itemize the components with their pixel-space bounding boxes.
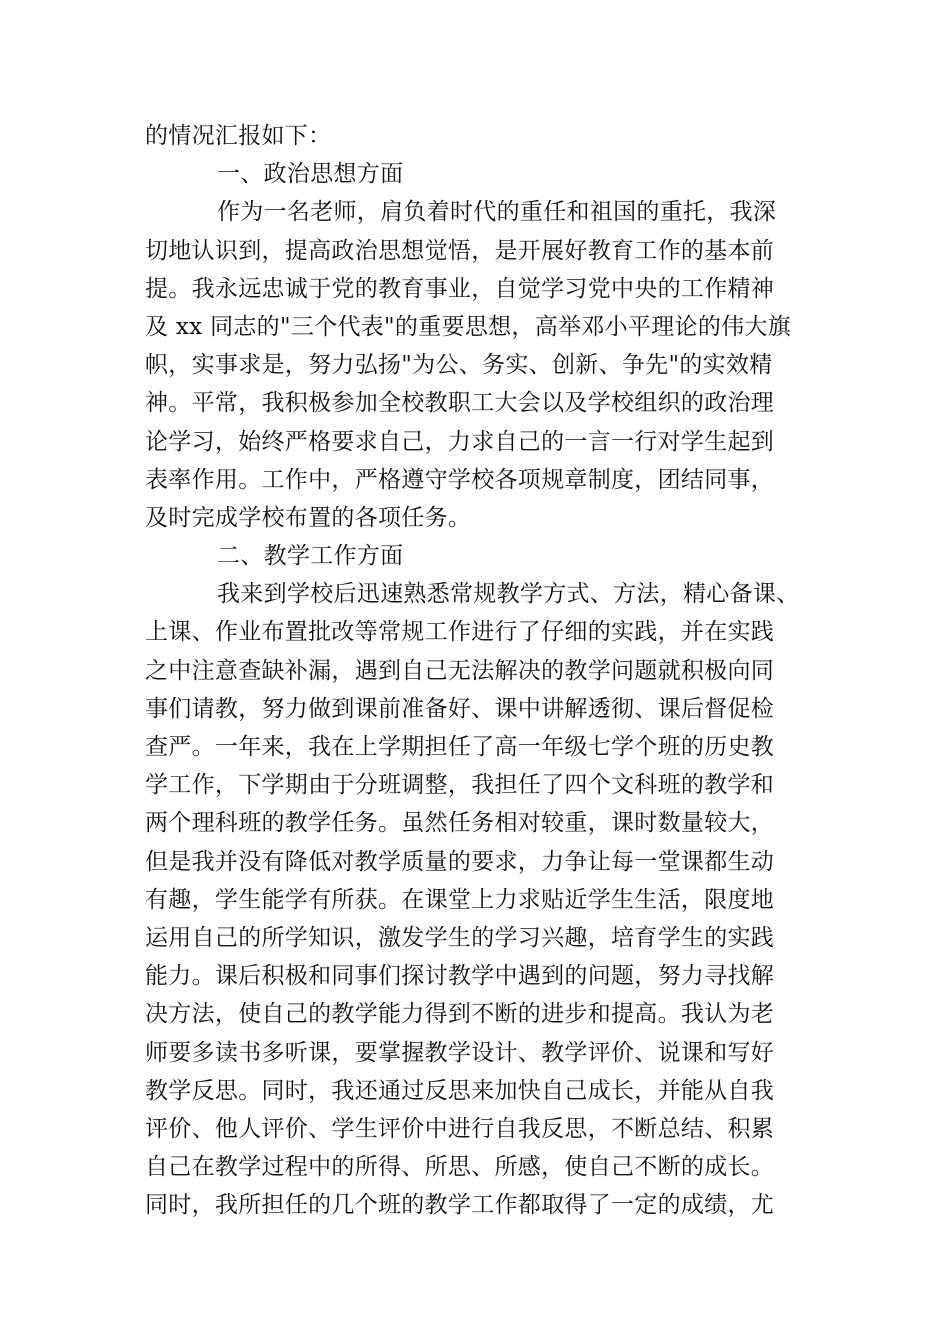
text-line: 师要多读书多听课，要掌握教学设计、教学评价、说课和写好 bbox=[145, 1039, 775, 1066]
text-line: 提。我永远忠诚于党的教育事业，自觉学习党中央的工作精神 bbox=[145, 275, 775, 302]
document-body bbox=[145, 117, 805, 1224]
text-line: 我来到学校后迅速熟悉常规教学方式、方法，精心备课、 bbox=[217, 581, 800, 608]
text-line: 切地认识到，提高政治思想觉悟，是开展好教育工作的基本前 bbox=[145, 237, 775, 264]
text-line: 有趣，学生能学有所获。在课堂上力求贴近学生生活，限度地 bbox=[145, 886, 775, 913]
text-line: 上课、作业布置批改等常规工作进行了仔细的实践，并在实践 bbox=[145, 619, 775, 646]
text-line: 学工作，下学期由于分班调整，我担任了四个文科班的教学和 bbox=[145, 772, 775, 799]
text-line: 之中注意查缺补漏，遇到自己无法解决的教学问题就积极向同 bbox=[145, 657, 775, 684]
text-line: 及 xx 同志的"三个代表"的重要思想，高举邓小平理论的伟大旗 bbox=[145, 313, 792, 340]
text-line: 神。平常，我积极参加全校教职工大会以及学校组织的政治理 bbox=[145, 390, 775, 417]
text-line: 自己在教学过程中的所得、所思、所感，使自己不断的成长。 bbox=[145, 1154, 775, 1181]
text-line: 决方法，使自己的教学能力得到不断的进步和提高。我认为老 bbox=[145, 1001, 775, 1028]
text-line: 及时完成学校布置的各项任务。 bbox=[145, 504, 472, 531]
text-line: 查严。一年来，我在上学期担任了高一年级七学个班的历史教 bbox=[145, 734, 775, 760]
text-line: 同时，我所担任的几个班的教学工作都取得了一定的成绩，尤 bbox=[145, 1192, 775, 1219]
text-line: 能力。课后积极和同事们探讨教学中遇到的问题，努力寻找解 bbox=[145, 963, 775, 990]
section-heading: 一、政治思想方面 bbox=[217, 161, 404, 188]
text-line: 评价、他人评价、学生评价中进行自我反思，不断总结、积累 bbox=[145, 1115, 775, 1142]
text-line: 两个理科班的教学任务。虽然任务相对较重，课时数量较大， bbox=[145, 810, 775, 837]
section-heading: 二、教学工作方面 bbox=[217, 543, 404, 570]
text-line: 教学反思。同时，我还通过反思来加快自己成长，并能从自我 bbox=[145, 1077, 775, 1104]
text-line: 但是我并没有降低对教学质量的要求，力争让每一堂课都生动 bbox=[145, 848, 775, 875]
text-line: 运用自己的所学知识，激发学生的学习兴趣，培育学生的实践 bbox=[145, 924, 775, 951]
text-line: 表率作用。工作中，严格遵守学校各项规章制度，团结同事， bbox=[145, 466, 775, 493]
text-line: 帜，实事求是，努力弘扬"为公、务实、创新、争先"的实效精 bbox=[145, 352, 773, 379]
text-line: 的情况汇报如下： bbox=[145, 123, 332, 149]
text-line: 论学习，始终严格要求自己，力求自己的一言一行对学生起到 bbox=[145, 428, 775, 455]
text-line: 作为一名老师，肩负着时代的重任和祖国的重托，我深 bbox=[217, 199, 777, 226]
text-line: 事们请教，努力做到课前准备好、课中讲解透彻、课后督促检 bbox=[145, 695, 775, 722]
